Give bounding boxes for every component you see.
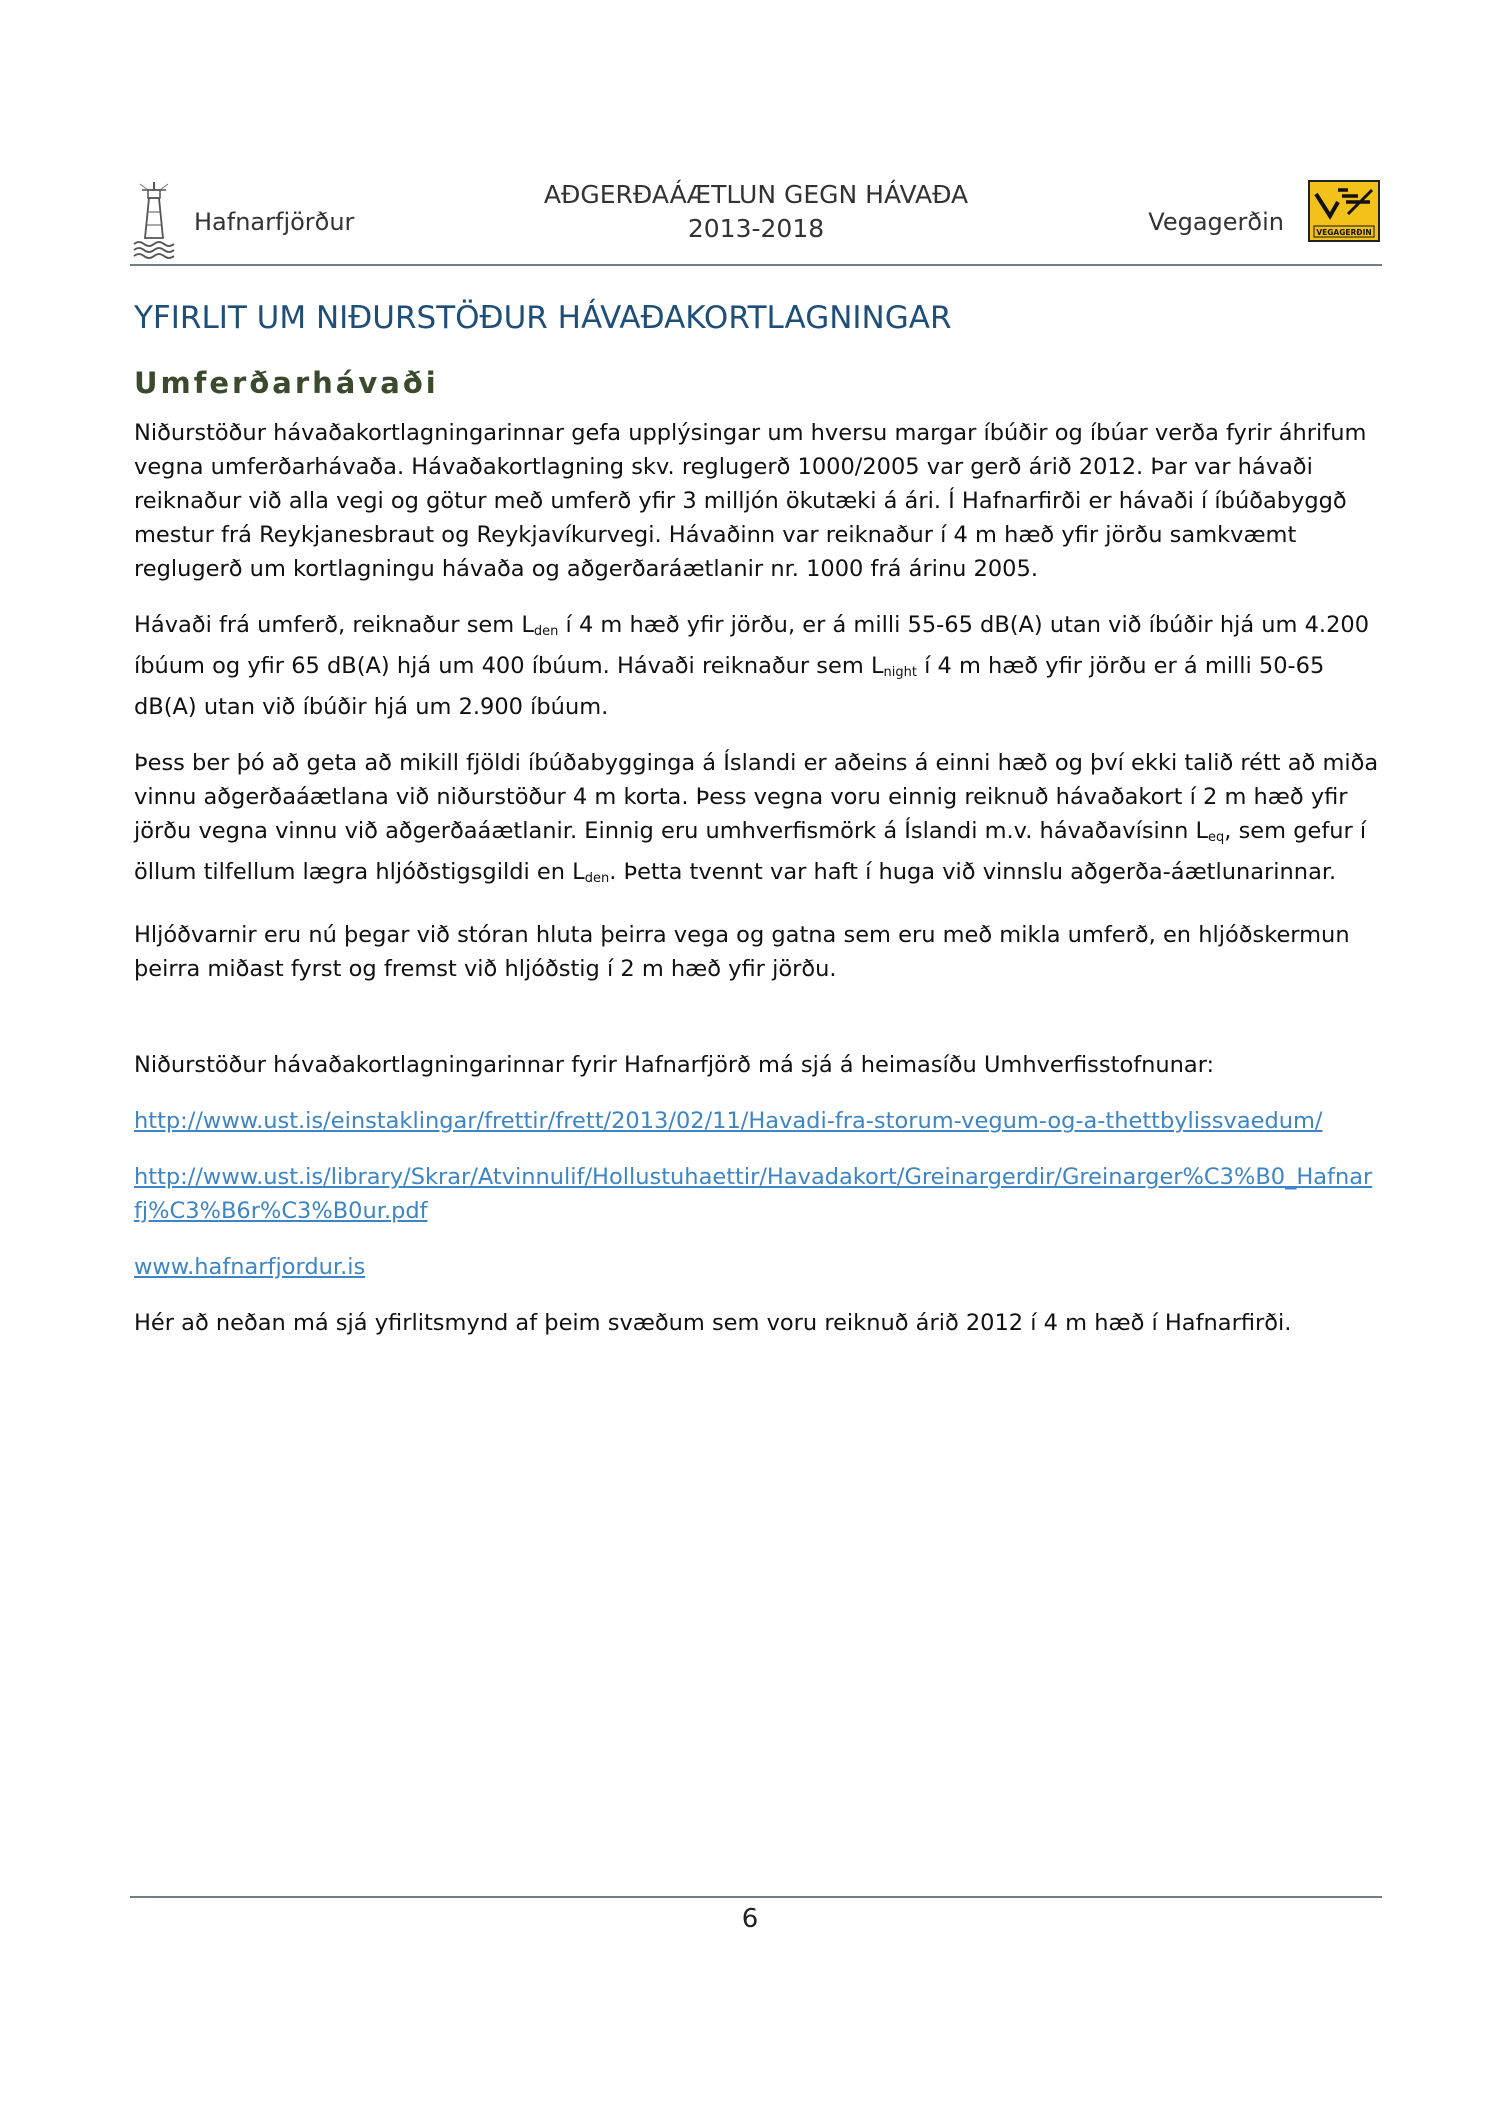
header-left-name: Hafnarfjörður xyxy=(194,208,355,236)
ust-report-pdf-link[interactable]: http://www.ust.is/library/Skrar/Atvinnulif/Hollustuhaettir/Havadakort/Greinargerdir/Greinarger%C3%B0_Hafnarfj%C3%B6r%C3%B0ur.pdf xyxy=(134,1164,1373,1224)
document-title-line1: AÐGERÐAÁÆTLUN GEGN HÁVAÐA xyxy=(543,180,969,209)
section-title: YFIRLIT UM NIÐURSTÖÐUR HÁVAÐAKORTLAGNINGAR xyxy=(134,300,952,336)
subsection-title: Umferðarhávaði xyxy=(134,366,439,400)
para2-sub-den: den xyxy=(533,624,559,639)
main-content xyxy=(134,300,1380,1362)
paragraph-building-heights xyxy=(134,746,1380,896)
para2-text-a: Hávaði frá umferð, reiknaður sem L xyxy=(134,612,534,638)
link3-wrapper xyxy=(134,1250,1380,1284)
paragraph-overview-map: Hér að neðan má sjá yfirlitsmynd af þeim svæðum sem voru reiknuð árið 2012 í 4 m hæð í Hafnarfirði. xyxy=(134,1310,1292,1336)
header-divider xyxy=(130,264,1382,266)
page-header xyxy=(132,170,1380,266)
footer-divider xyxy=(130,1896,1382,1898)
paragraph-intro: Niðurstöður hávaðakortlagningarinnar gefa upplýsingar um hversu margar íbúðir og íbúar verða fyrir áhrifum vegna umferðarhávaða. Hávaðakortlagning skv. reglugerð 1000/2005 var gerð árið 2012. Þar var hávaði reiknaður við alla vegi og götur með umferð yfir 3 milljón ökutæki á ári. Í Hafnarfirði er hávaði í íbúðabyggð mestur frá Reykjanesbraut og Reykjavíkurvegi. Hávaðinn var reiknaður í 4 m hæð yfir jörðu samkvæmt reglugerð um kortlagningu hávaða og aðgerðaráætlanir nr. 1000 frá árinu 2005. xyxy=(134,420,1367,582)
paragraph-results-source: Niðurstöður hávaðakortlagningarinnar fyrir Hafnarfjörð má sjá á heimasíðu Umhverfisstofnunar: xyxy=(134,1052,1215,1078)
paragraph-noise-levels xyxy=(134,608,1380,724)
vegagerdin-logo-icon xyxy=(1308,180,1380,242)
para3-text-b: , sem gefur í öllum tilfellum lægra hljóðstigsgildi en L xyxy=(134,818,1367,885)
para3-text-a: Þess ber þó að geta að mikill fjöldi íbúðabygginga á Íslandi er aðeins á einni hæð og því ekki talið rétt að miða vinnu aðgerðaáætlana við niðurstöður 4 m korta. Þess vegna voru einnig reiknuð hávaðakort í 2 m hæð yfir jörðu vegna vinnu við aðgerðaáætlanir. Einnig eru umhverfismörk á Íslandi m.v. hávaðavísinn L xyxy=(134,750,1379,844)
link1-wrapper xyxy=(134,1104,1380,1138)
header-right-name: Vegagerðin xyxy=(1148,208,1284,236)
ust-news-link[interactable]: http://www.ust.is/einstaklingar/frettir/frett/2013/02/11/Havadi-fra-storum-vegum-og-a-thettbylissvaedum/ xyxy=(134,1108,1323,1134)
document-title-line2: 2013-2018 xyxy=(687,214,825,243)
para2-sub-night: night xyxy=(883,665,917,680)
link2-wrapper xyxy=(134,1160,1380,1228)
para3-sub-eq: eq xyxy=(1208,830,1225,845)
paragraph-noise-barriers: Hljóðvarnir eru nú þegar við stóran hluta þeirra vega og gatna sem eru með mikla umferð, en hljóðskermun þeirra miðast fyrst og fremst við hljóðstig í 2 m hæð yfir jörðu. xyxy=(134,922,1350,982)
para2-text-b: í 4 m hæð yfir jörðu, er á milli 55-65 dB(A) utan við íbúðir hjá um 4.200 íbúum og yfir 65 dB(A) hjá um 400 íbúum. Hávaði reiknaður sem L xyxy=(134,612,1370,679)
para3-sub-den: den xyxy=(584,871,610,886)
page-number: 6 xyxy=(741,1904,759,1934)
vegagerdin-logo-text: VEGAGERÐIN xyxy=(1316,228,1372,237)
hafnarfjordur-website-link[interactable]: www.hafnarfjordur.is xyxy=(134,1254,366,1280)
para3-text-c: . Þetta tvennt var haft í huga við vinnslu aðgerða-áætlunarinnar. xyxy=(609,859,1337,885)
para2-text-c: í 4 m hæð yfir jörðu er á milli 50-65 dB(A) utan við íbúðir hjá um 2.900 íbúum. xyxy=(134,653,1325,720)
